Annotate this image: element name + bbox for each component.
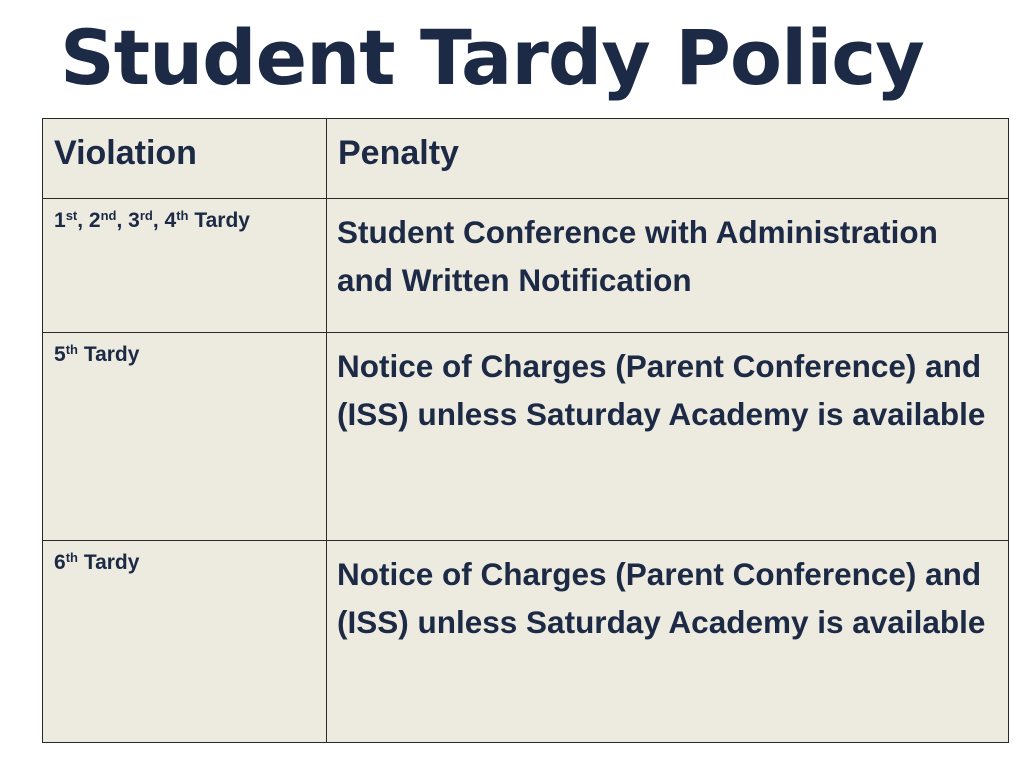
ordinal-number: 6 — [54, 551, 66, 574]
violation-cell — [43, 541, 327, 743]
ordinal-number: 5 — [54, 343, 66, 366]
table-row — [43, 541, 1009, 743]
separator: , — [77, 209, 89, 232]
violation-cell — [43, 199, 327, 333]
penalty-cell: Student Conference with Administration and Written Notification — [327, 199, 1009, 333]
penalty-cell: Notice of Charges (Parent Conference) and (ISS) unless Saturday Academy is available — [327, 541, 1009, 743]
slide-title: Student Tardy Policy — [60, 13, 924, 102]
ordinal-suffix: nd — [100, 208, 117, 223]
ordinal-number: 3 — [128, 209, 140, 232]
ordinal-number: 1 — [54, 209, 66, 232]
ordinal-suffix: th — [176, 208, 189, 223]
ordinal-suffix: st — [65, 208, 78, 223]
violation-word: Tardy — [194, 209, 250, 232]
violation-word: Tardy — [83, 343, 140, 366]
ordinal-suffix: rd — [139, 208, 153, 223]
violation-header: Violation — [43, 119, 327, 199]
violation-word: Tardy — [83, 551, 140, 574]
penalty-header: Penalty — [327, 119, 1009, 199]
ordinal-suffix: th — [65, 550, 78, 565]
table-row — [43, 333, 1009, 541]
separator: , — [152, 209, 165, 232]
table-row — [43, 199, 1009, 333]
tardy-policy-table — [42, 118, 1009, 743]
separator: , — [116, 209, 129, 232]
ordinal-number: 2 — [88, 209, 101, 232]
ordinal-number: 4 — [164, 209, 177, 232]
penalty-cell: Notice of Charges (Parent Conference) and (ISS) unless Saturday Academy is available — [327, 333, 1009, 541]
ordinal-suffix: th — [65, 342, 78, 357]
violation-cell — [43, 333, 327, 541]
table-header-row — [43, 119, 1009, 199]
